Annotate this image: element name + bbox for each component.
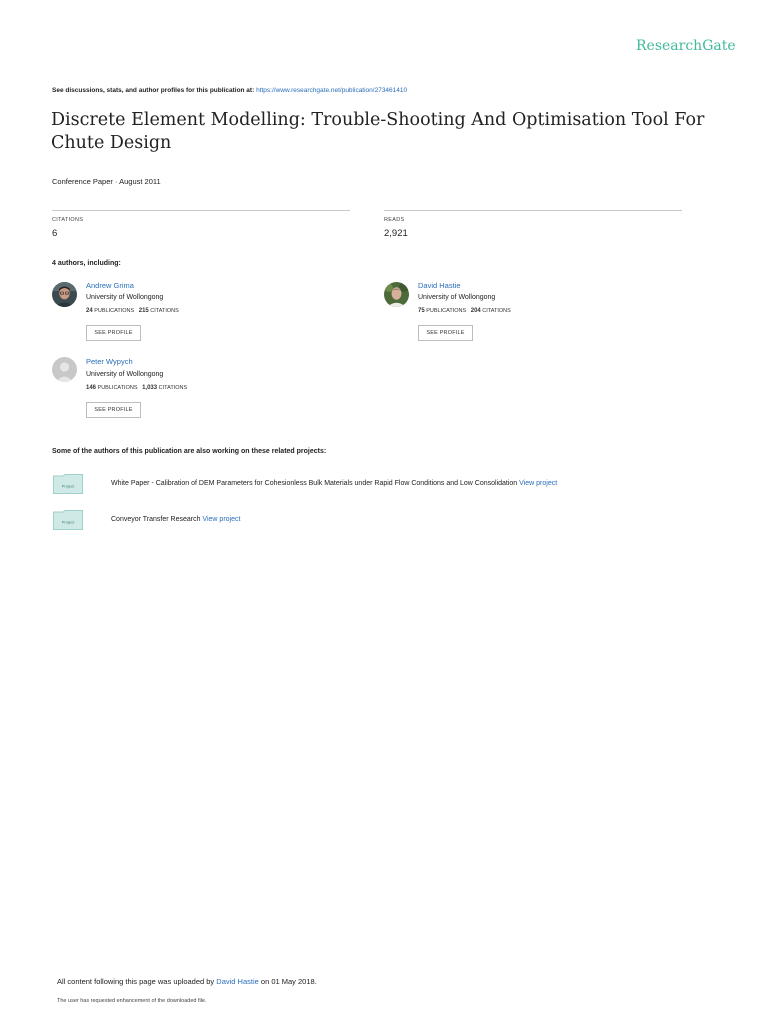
project-title: White Paper - Calibration of DEM Parameters for Cohesionless Bulk Materials under Rapid Flow Conditions and Low Consolidation	[111, 480, 518, 487]
author-avatar-peter-wypych[interactable]	[52, 357, 77, 382]
project-icon-label: Project	[61, 483, 75, 489]
project-item	[111, 480, 557, 487]
see-profile-button[interactable]: SEE PROFILE	[86, 325, 141, 341]
uploaded-prefix: All content following this page was uploaded by	[57, 977, 215, 986]
view-project-link[interactable]: View project	[519, 480, 558, 487]
citations-count: 6	[52, 228, 58, 239]
project-item	[111, 516, 240, 523]
publications-count: 146	[86, 385, 97, 391]
see-discussions-prefix: See discussions, stats, and author profiles for this publication at:	[52, 87, 255, 94]
publications-count: 75	[418, 308, 425, 314]
publication-type-date: Conference Paper · August 2011	[52, 177, 161, 186]
project-title: Conveyor Transfer Research	[111, 516, 201, 523]
see-profile-button[interactable]: SEE PROFILE	[86, 402, 141, 418]
enhancement-note: The user has requested enhancement of the downloaded file.	[57, 998, 207, 1004]
project-folder-icon	[53, 474, 83, 494]
citations-divider	[52, 210, 350, 211]
publications-label: PUBLICATIONS	[97, 385, 138, 391]
author-avatar-david-hastie[interactable]	[384, 282, 409, 307]
publications-count: 24	[86, 308, 93, 314]
project-folder-icon	[53, 510, 83, 530]
see-profile-button[interactable]: SEE PROFILE	[418, 325, 473, 341]
author-name-andrew-grima[interactable]: Andrew Grima	[86, 281, 134, 290]
publication-title: Discrete Element Modelling: Trouble-Shooting And Optimisation Tool For Chute Design	[51, 110, 705, 153]
citations-label: CITATIONS	[52, 217, 84, 223]
author-citations-label: CITATIONS	[482, 308, 511, 314]
author-citations-count: 204	[470, 308, 481, 314]
see-discussions-line	[52, 87, 407, 94]
author-institution: University of Wollongong	[86, 294, 164, 301]
uploaded-by-line	[57, 977, 317, 986]
reads-divider	[384, 210, 682, 211]
publications-label: PUBLICATIONS	[94, 308, 135, 314]
researchgate-logo[interactable]: ResearchGate	[636, 38, 736, 54]
author-stats	[418, 308, 511, 314]
publications-label: PUBLICATIONS	[426, 308, 467, 314]
author-stats	[86, 385, 187, 391]
author-avatar-andrew-grima[interactable]	[52, 282, 77, 307]
publication-url-link[interactable]: https://www.researchgate.net/publication/273461410	[256, 87, 408, 94]
reads-label: READS	[384, 217, 405, 223]
view-project-link[interactable]: View project	[202, 516, 241, 523]
authors-heading: 4 authors, including:	[52, 260, 121, 267]
uploaded-suffix: on 01 May 2018.	[260, 977, 317, 986]
project-icon-label: Project	[61, 519, 75, 525]
author-citations-label: CITATIONS	[150, 308, 179, 314]
reads-count: 2,921	[384, 228, 408, 239]
author-name-peter-wypych[interactable]: Peter Wypych	[86, 357, 133, 366]
author-citations-count: 215	[138, 308, 149, 314]
author-institution: University of Wollongong	[86, 371, 164, 378]
related-projects-heading: Some of the authors of this publication are also working on these related projects:	[52, 448, 327, 455]
author-name-david-hastie[interactable]: David Hastie	[418, 281, 461, 290]
author-citations-count: 1,033	[142, 385, 158, 391]
uploader-link[interactable]: David Hastie	[216, 977, 259, 986]
author-stats	[86, 308, 179, 314]
author-institution: University of Wollongong	[418, 294, 496, 301]
author-citations-label: CITATIONS	[158, 385, 188, 391]
